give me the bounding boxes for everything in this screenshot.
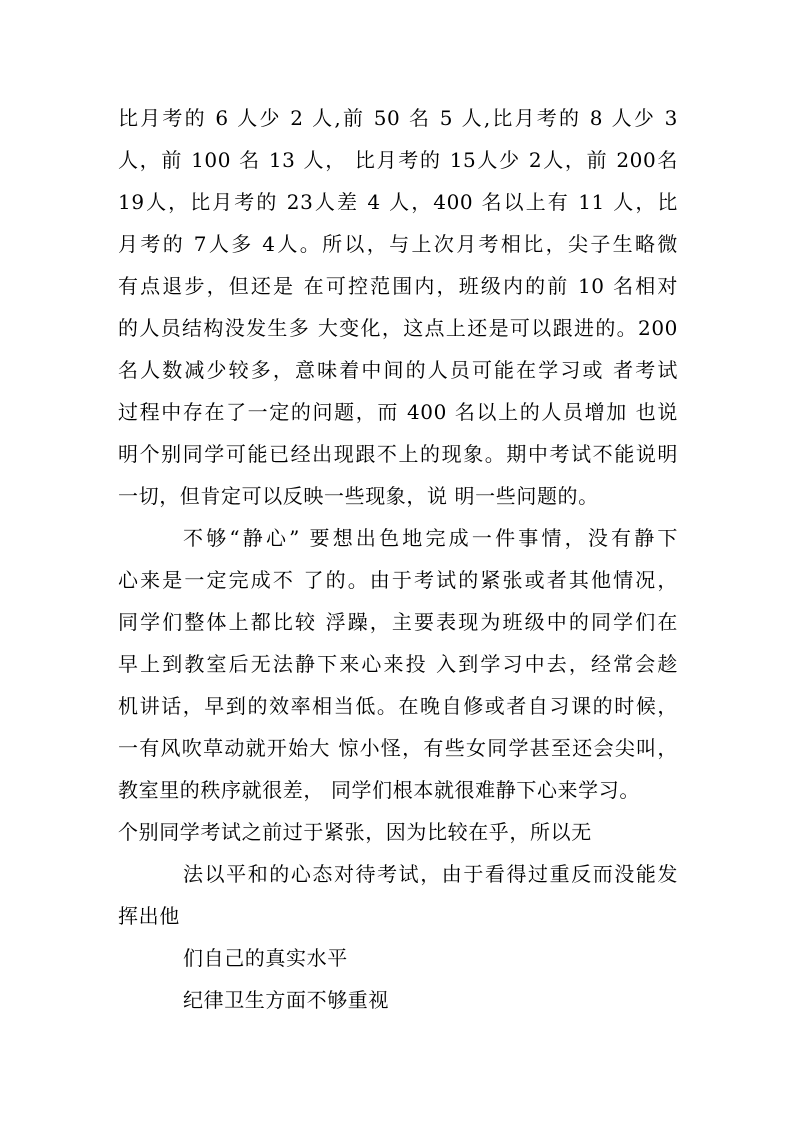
text-line-1: 比月考的 6 人少 2 人,前 50 名 5 人,比月考的 8 人少 3 [118,106,678,130]
text-line-16: 一有风吹草动就开始大 惊小怪，有些女同学甚至还会尖叫， [118,736,678,760]
text-line-19: 法以平和的心态对待考试，由于看得过重反而没能发 [183,862,678,886]
text-line-15: 机讲话，早到的效率相当低。在晚自修或者自习课的时候， [118,694,678,718]
text-line-10: 一切，但肯定可以反映一些现象，说 明一些问题的。 [118,484,599,508]
text-line-21: 们自己的真实水平 [183,946,348,970]
text-line-20: 挥出他 [118,904,180,928]
text-line-5: 有点退步，但还是 在可控范围内，班级内的前 10 名相对 [118,274,678,298]
text-line-12: 心来是一定完成不 了的。由于考试的紧张或者其他情况， [118,568,678,592]
text-line-6: 的人员结构没发生多 大变化，这点上还是可以跟进的。200 [118,316,678,340]
text-line-18: 个别同学考试之前过于紧张，因为比较在乎，所以无 [118,820,592,844]
text-line-14: 早上到教室后无法静下来心来投 入到学习中去，经常会趁 [118,652,678,676]
text-line-9: 明个别同学可能已经出现跟不上的现象。期中考试不能说明 [118,442,678,466]
text-line-3: 19人，比月考的 23人差 4 人，400 名以上有 11 人，比 [118,190,678,214]
text-line-2: 人，前 100 名 13 人， 比月考的 15人少 2人，前 200名 [118,148,678,172]
text-line-4: 月考的 7人多 4人。所以，与上次月考相比，尖子生略微 [118,232,678,256]
text-line-7: 名人数减少较多，意味着中间的人员可能在学习或 者考试 [118,358,678,382]
text-line-17: 教室里的秩序就很差， 同学们根本就很难静下心来学习。 [118,778,640,802]
text-line-11: 不够“静心” 要想出色地完成一件事情，没有静下 [183,526,678,550]
text-line-22: 纪律卫生方面不够重视 [183,988,389,1012]
text-line-13: 同学们整体上都比较 浮躁，主要表现为班级中的同学们在 [118,610,678,634]
text-line-8: 过程中存在了一定的问题，而 400 名以上的人员增加 也说 [118,400,678,424]
